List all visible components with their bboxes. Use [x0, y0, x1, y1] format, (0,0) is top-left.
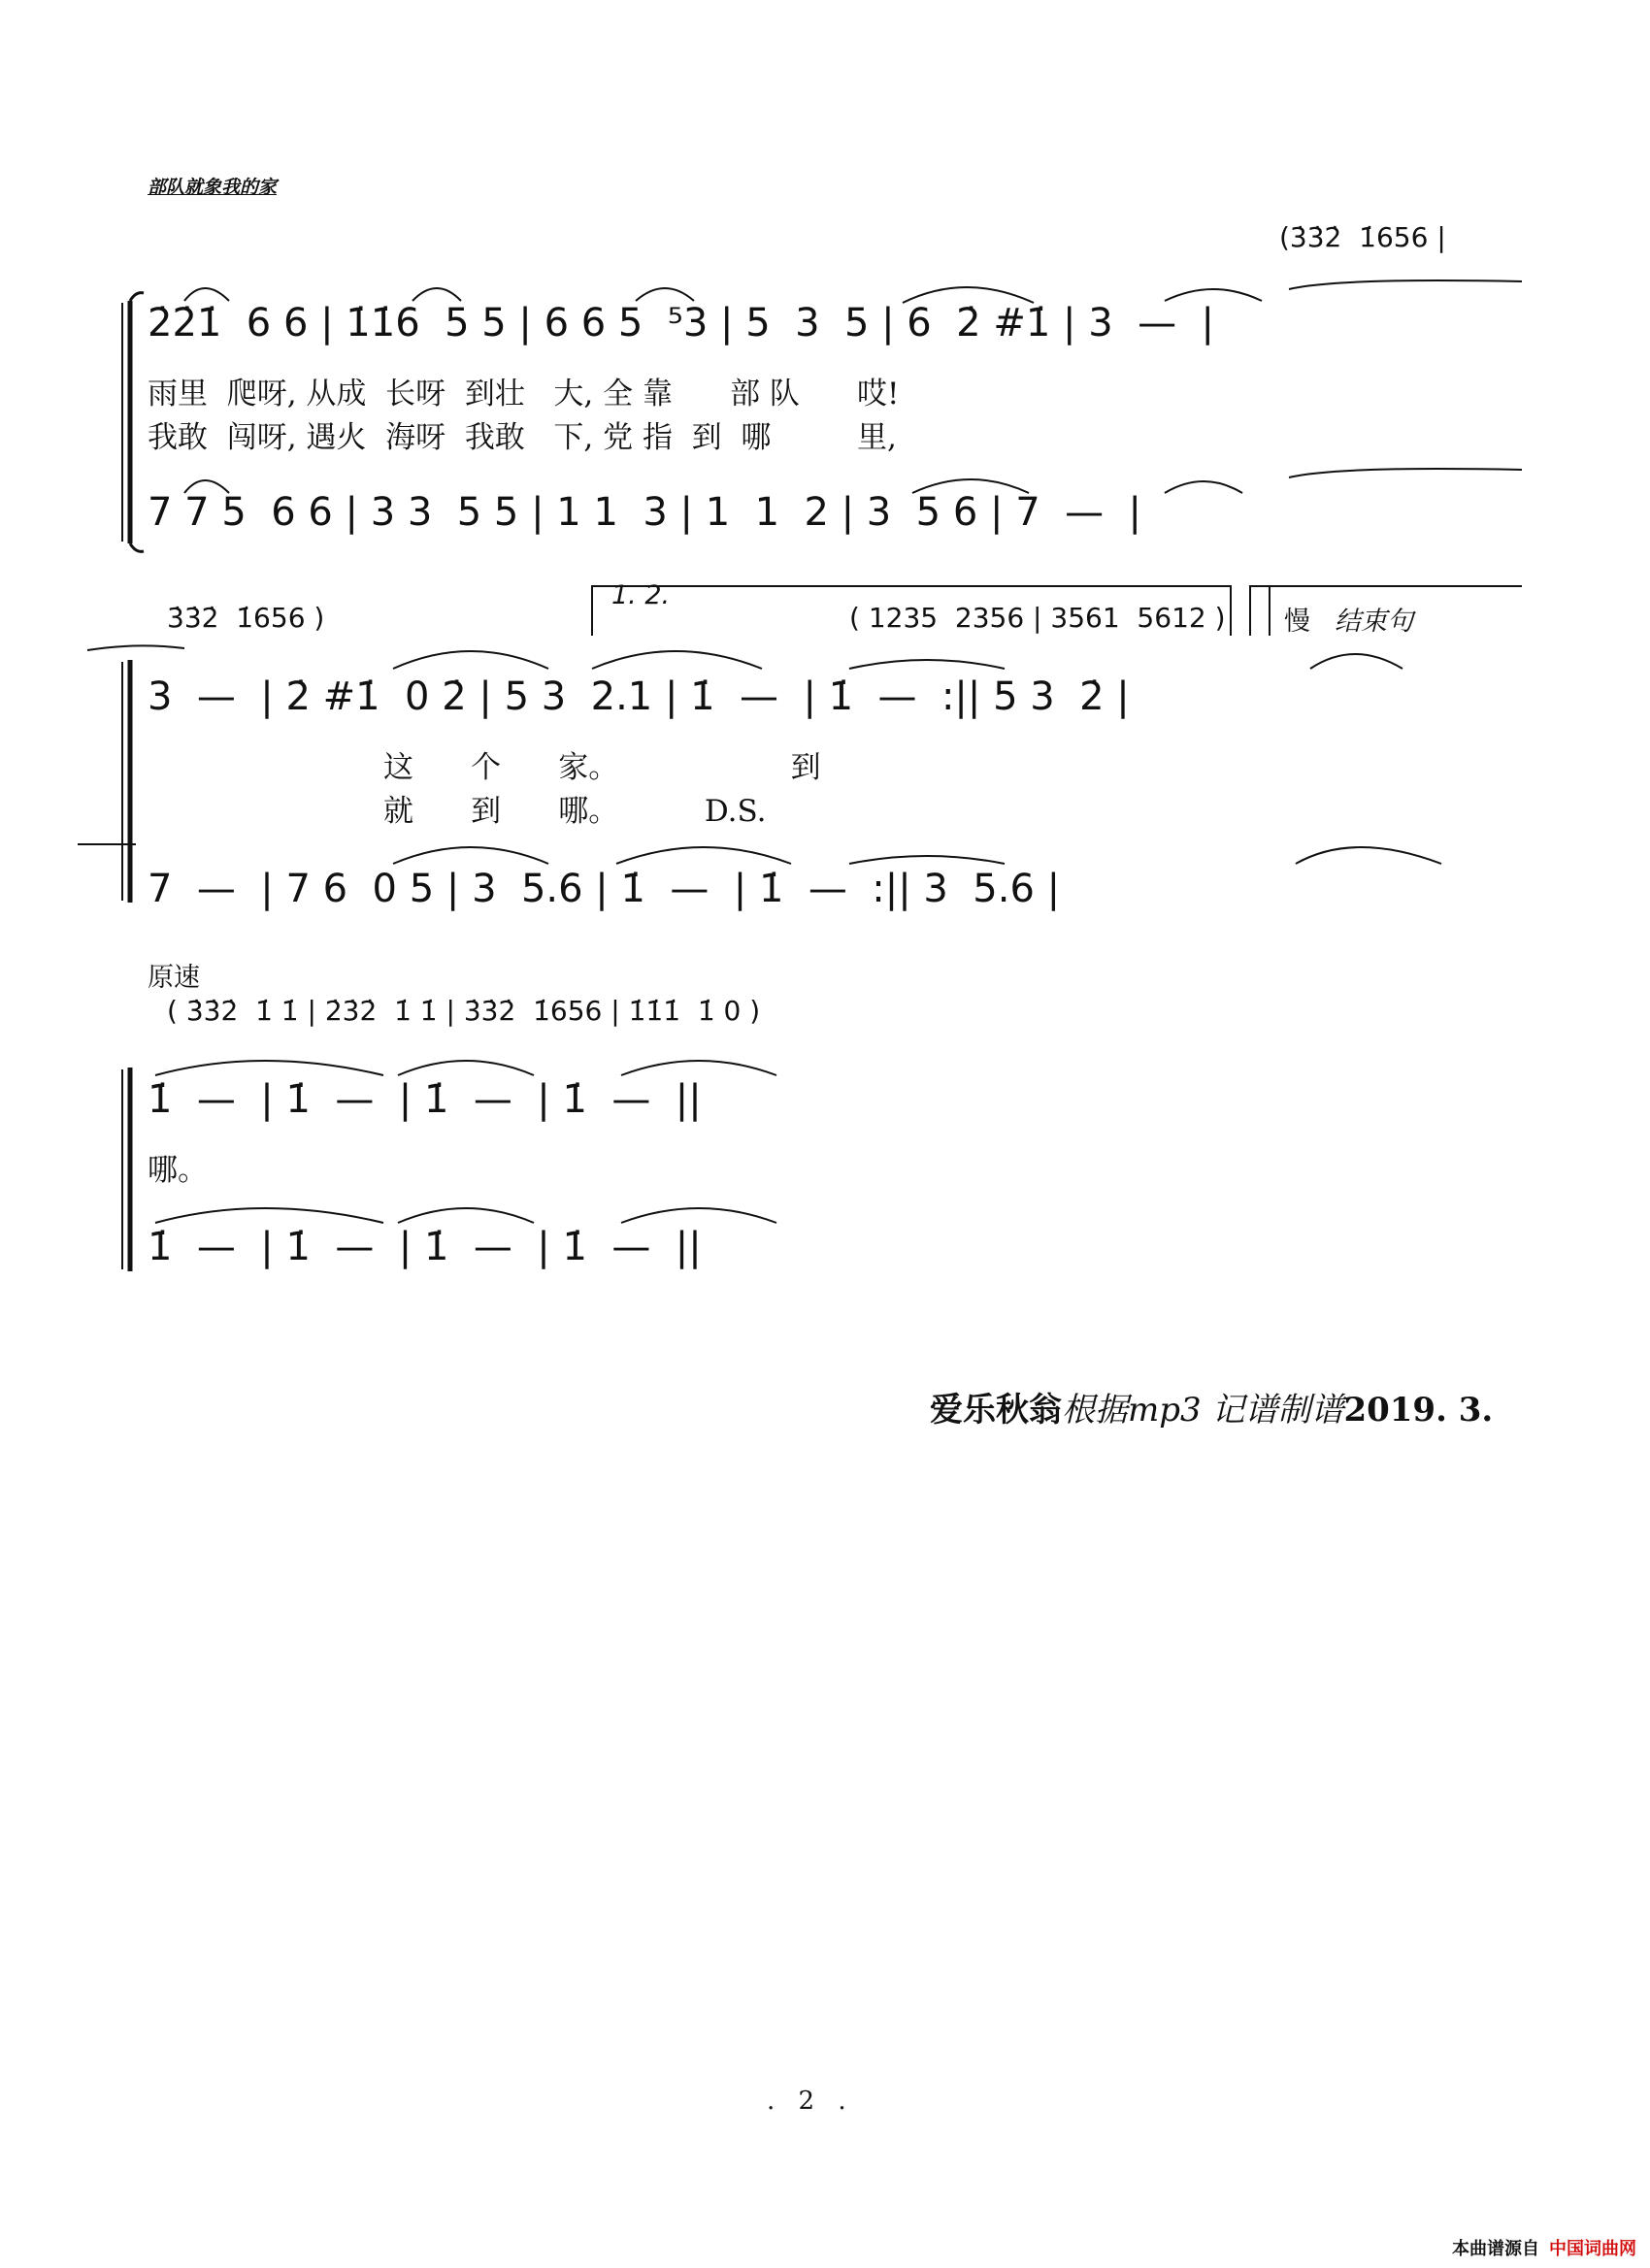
system2-upper-staff: 3 — | 2̇ #1̇ 0 2̇ | 5 3 2.1 | 1̇ — | 1̇ — :|| 5 3 2̇ |	[148, 674, 1130, 719]
system2-intro: 3̇3̇2̇ 1̇656 )	[167, 602, 325, 634]
system1-intro: (3̇3̇2̇ 1̇656 |	[1279, 221, 1446, 253]
tempo-original: 原速	[148, 963, 200, 993]
system1-lower-staff: 7 7 5 6 6 | 3 3 5 5 | 1 1 3 | 1 1 2 | 3 5 6 | 7 — |	[148, 490, 1141, 535]
ending-label: 结束句	[1335, 607, 1413, 637]
system1-slurs	[146, 272, 1553, 311]
system1-lower-slurs	[146, 464, 1553, 503]
system1-lyric-verse2: 我敢 闯呀, 遇火 海呀 我敢 下, 党 指 到 哪 里,	[148, 420, 897, 455]
volta-label: 1. 2.	[611, 580, 671, 610]
system2-lyric-verse1: 这 个 家。 到	[383, 750, 821, 785]
system3-upper-staff: 1̇ — | 1̇ — | 1̇ — | 1̇ — ||	[148, 1077, 702, 1122]
system3-lyric: 哪。	[148, 1153, 208, 1188]
system1-lyric-verse1: 雨里 爬呀, 从成 长呀 到壮 大, 全 靠 部 队 哎!	[148, 377, 900, 411]
system2-interlude: ( 1235 2356 | 3561 5612 )	[849, 602, 1226, 634]
source-label: 本曲谱源自	[1452, 2239, 1539, 2259]
system2-lyric-verse2: 就 到 哪。 D.S.	[383, 794, 767, 829]
system1-upper-staff: 2̇2̇1̇ 6 6 | 1̇1̇6 5 5 | 6 6 5 ⁵3 | 5 3 5 | 6 2̇ #1̇ | 3 — |	[148, 301, 1215, 345]
song-title: 部队就象我的家	[148, 177, 278, 198]
system2-slurs	[383, 636, 1500, 674]
system3-intro: ( 3̇3̇2̇ 1̇ 1̇ | 2̇3̇2̇ 1̇ 1̇ | 3̇3̇2̇ 1̇656 | 1̇1̇1̇ 1̇ 0 )	[167, 995, 761, 1027]
credit-name: 爱乐秋翁	[930, 1391, 1062, 1430]
page-number: . 2 .	[767, 2087, 854, 2116]
system3-lower-slurs	[146, 1194, 1019, 1233]
system3-slurs	[146, 1046, 1019, 1085]
tempo-slow: 慢	[1284, 607, 1310, 637]
transcriber-credit	[930, 1383, 1493, 1430]
source-footer	[1452, 2235, 1636, 2260]
system3-lower-staff: 1̇ — | 1̇ — | 1̇ — | 1̇ — ||	[148, 1225, 702, 1269]
system2-lower-staff: 7 — | 7 6 0 5 | 3 5.6 | 1̇ — | 1̇ — :|| 3 5.6 |	[148, 867, 1061, 911]
source-site[interactable]: 中国词曲网	[1549, 2239, 1636, 2259]
credit-text: 根据mp3 记谱制谱	[1062, 1391, 1344, 1430]
system2-lower-slurs	[383, 835, 1500, 873]
credit-date: 2019. 3.	[1343, 1391, 1494, 1430]
